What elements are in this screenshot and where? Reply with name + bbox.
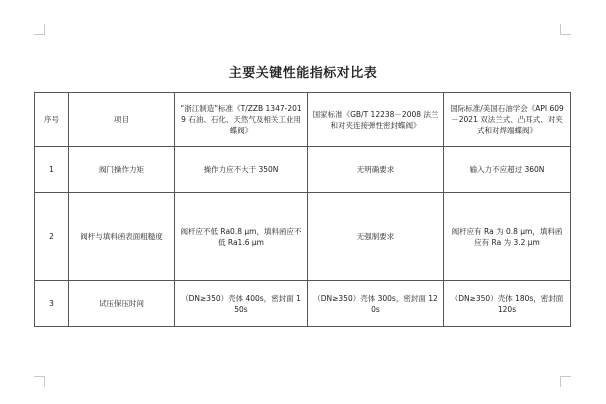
crop-mark-top-left [34, 24, 45, 35]
row-item: 试压保压时间 [69, 281, 175, 327]
row-standard-c: 阀杆应有 Ra 为 0.8 μm，填料函应有 Ra 为 3.2 μm [444, 193, 571, 281]
table-row [35, 281, 571, 327]
row-standard-a: 操作力应不大于 350N [175, 147, 308, 193]
comparison-table [34, 92, 571, 327]
row-standard-b: 无强制要求 [308, 193, 444, 281]
table-header-row [35, 93, 571, 147]
crop-mark-bottom-right [560, 376, 571, 387]
row-index: 2 [35, 193, 69, 281]
row-index: 1 [35, 147, 69, 193]
row-standard-a: （DN≥350）壳体 400s，密封面 150s [175, 281, 308, 327]
row-index: 3 [35, 281, 69, 327]
row-standard-b: 无明确要求 [308, 147, 444, 193]
row-standard-a: 阀杆应不低 Ra0.8 μm，填料函应不低 Ra1.6 μm [175, 193, 308, 281]
document-title: 主要关键性能指标对比表 [228, 66, 378, 81]
header-index: 序号 [35, 93, 69, 147]
table-row [35, 193, 571, 281]
header-standard-b: 国家标准《GB/T 12238－2008 法兰和对夹连接弹性密封蝶阀》 [308, 93, 444, 147]
table-row [35, 147, 571, 193]
crop-mark-top-right [560, 24, 571, 35]
row-item: 阀门操作力矩 [69, 147, 175, 193]
header-standard-c: 国际标准/美国石油学会《API 609－2021 双法兰式、凸耳式、对夹式和对焊端蝶阀》 [444, 93, 571, 147]
row-standard-c: （DN≥350）壳体 180s，密封面 120s [444, 281, 571, 327]
row-standard-c: 输入力不应超过 360N [444, 147, 571, 193]
crop-mark-bottom-left [34, 376, 45, 387]
header-standard-a: “浙江制造”标准《T/ZZB 1347-2019 石油、石化、天然气及相关工业用蝶阀》 [175, 93, 308, 147]
row-item: 阀杆与填料函表面粗糙度 [69, 193, 175, 281]
row-standard-b: （DN≥350）壳体 300s，密封面 120s [308, 281, 444, 327]
header-item: 项目 [69, 93, 175, 147]
